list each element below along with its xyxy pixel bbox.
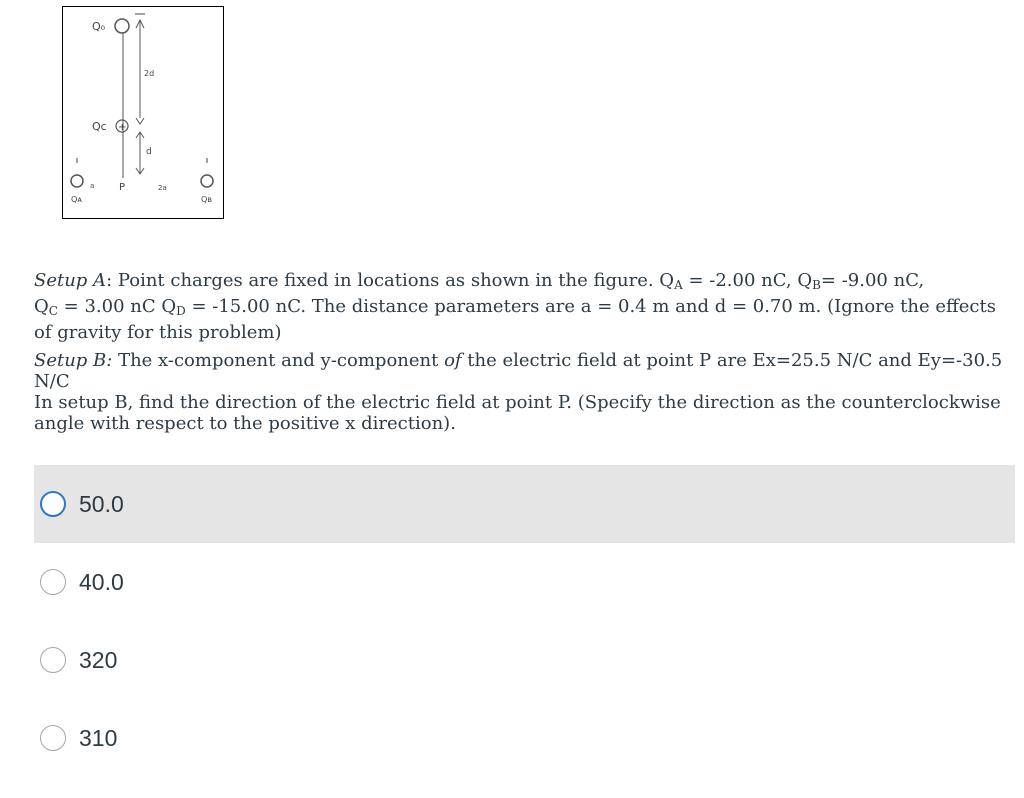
option-1[interactable]: [34, 465, 1015, 543]
question-prompt: In setup B, find the direction of the electric field at point P. (Specify the direction as the counterclockwise angle with respect to the positive x direction).: [34, 392, 1001, 434]
qa-value: = -2.00 nC, Q: [682, 270, 813, 291]
label-qd: Q₀: [92, 20, 106, 33]
diagram-border: [63, 7, 224, 219]
setup-b-of: of: [444, 350, 462, 371]
setup-b-paragraph: [34, 350, 1019, 392]
setup-b-text-1: The x-component and y-component: [112, 350, 445, 371]
radio-button[interactable]: [40, 725, 66, 751]
option-label: 320: [79, 646, 118, 673]
option-4[interactable]: [34, 699, 1015, 777]
qc-value: = 3.00 nC Q: [57, 296, 177, 317]
question-text: [34, 270, 1019, 434]
label-2a: 2a: [158, 184, 167, 192]
subscript-a: A: [674, 278, 683, 292]
charge-diagram: [62, 6, 224, 219]
option-2[interactable]: [34, 543, 1015, 621]
plus-sign: +: [118, 122, 127, 133]
label-d: d: [146, 147, 152, 157]
setup-a-paragraph: [34, 270, 1019, 343]
radio-button[interactable]: [40, 569, 66, 595]
radio-button[interactable]: [40, 491, 66, 517]
label-qc: Qᴄ: [92, 120, 107, 133]
subscript-b: B: [812, 278, 821, 292]
qd-value: = -15.00 nC. The distance parameters are a = 0.4 m and d = 0.70 m. (Ignore the effects of gravity for this problem): [34, 296, 996, 343]
radio-button[interactable]: [40, 647, 66, 673]
label-qb: Qʙ: [201, 195, 212, 204]
setup-b-text-2: the electric field at point P are Ex=25.5 N/C and Ey=-30.5 N/C: [34, 350, 1003, 392]
subscript-d: D: [176, 304, 186, 318]
setup-b-label: Setup B:: [34, 350, 113, 371]
label-qa: Qᴀ: [71, 195, 83, 204]
label-2d: 2d: [144, 69, 155, 78]
setup-a-label: Setup A: [34, 270, 107, 291]
setup-a-text: : Point charges are fixed in locations as shown in the figure. Q: [106, 270, 675, 291]
option-label: 50.0: [79, 490, 124, 517]
qb-value: = -9.00 nC,: [820, 270, 925, 291]
subscript-c: C: [48, 304, 58, 318]
option-label: 310: [79, 724, 118, 751]
answer-options: [34, 465, 1015, 777]
qc-prefix: Q: [34, 296, 49, 317]
label-a: a: [90, 182, 95, 190]
label-p: P: [119, 182, 126, 193]
option-label: 40.0: [79, 568, 124, 595]
option-3[interactable]: [34, 621, 1015, 699]
